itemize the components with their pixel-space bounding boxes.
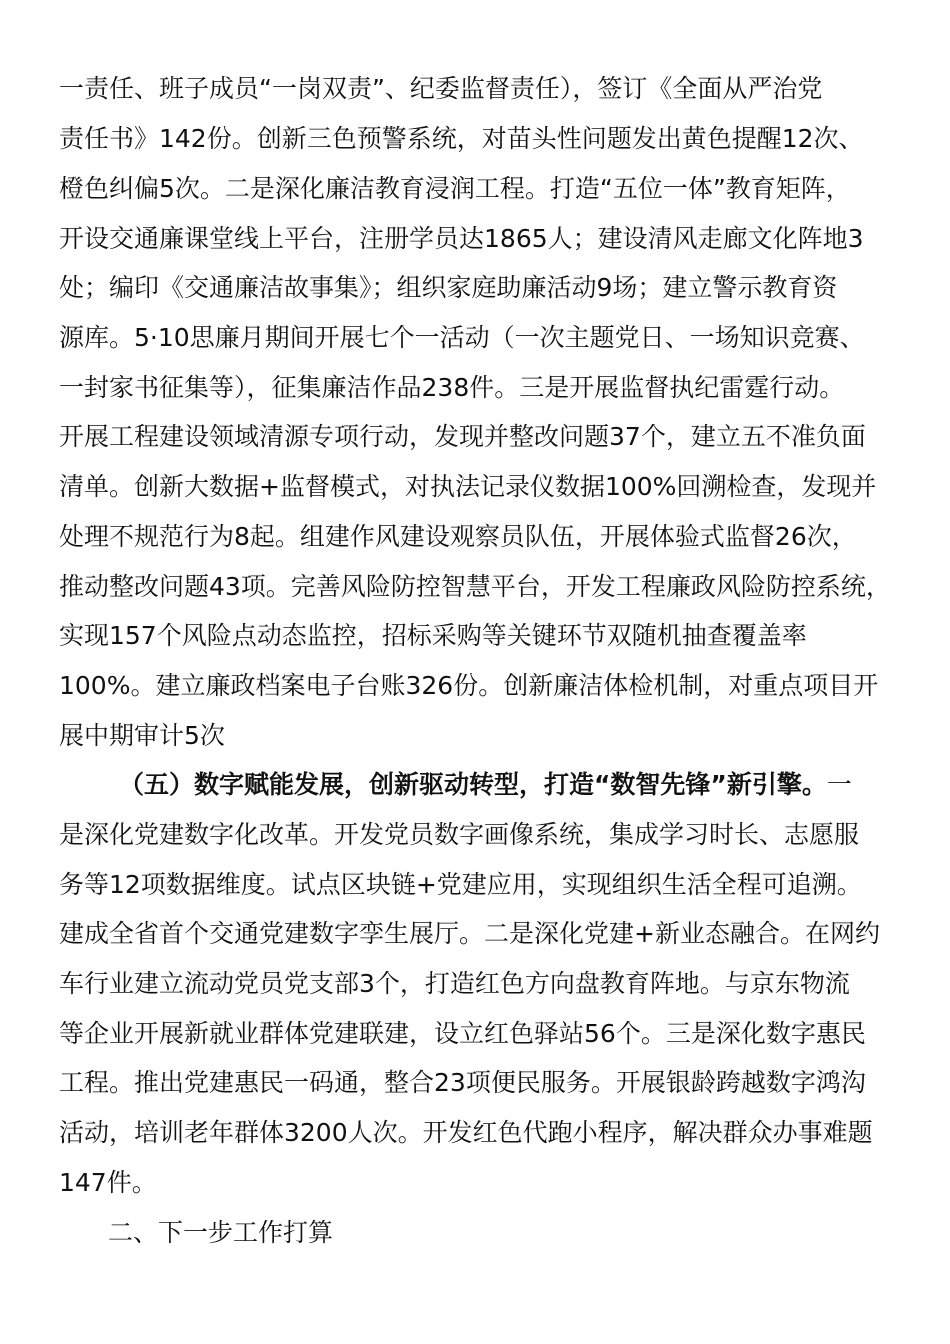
paragraph-line: 活动，培训老年群体3200人次。开发红色代跑小程序，解决群众办事难题	[59, 1118, 873, 1147]
paragraph-line: 工程。推出党建惠民一码通，整合23项便民服务。开展银龄跨越数字鸿沟	[59, 1068, 866, 1097]
paragraph-line: 展中期审计5次	[59, 721, 225, 750]
paragraph-line: 责任书》142份。创新三色预警系统，对苗头性问题发出黄色提醒12次、	[59, 124, 864, 153]
paragraph-line: 是深化党建数字化改革。开发党员数字画像系统，集成学习时长、志愿服	[59, 820, 860, 849]
paragraph-line: 一责任、班子成员“一岗双责”、纪委监督责任），签订《全面从严治党	[59, 74, 823, 103]
paragraph-line: 100%。建立廉政档案电子台账326份。创新廉洁体检机制，对重点项目开	[59, 671, 879, 700]
paragraph-line: 开展工程建设领域清源专项行动，发现并整改问题37个，建立五不准负面	[59, 422, 866, 451]
paragraph-line: 等企业开展新就业群体党建联建，设立红色驿站56个。三是深化数字惠民	[59, 1019, 866, 1048]
next-steps-heading: 二、下一步工作打算	[108, 1218, 334, 1247]
paragraph-line: 处理不规范行为8起。组建作风建设观察员队伍，开展体验式监督26次，	[59, 522, 857, 551]
paragraph-line: 建成全省首个交通党建数字孪生展厅。二是深化党建+新业态融合。在网约	[59, 919, 880, 948]
paragraph-line: 推动整改问题43项。完善风险防控智慧平台，开发工程廉政风险防控系统，	[59, 572, 891, 601]
section-heading-tail: 一	[826, 770, 852, 799]
paragraph-line: 147件。	[59, 1168, 157, 1197]
paragraph-line: 处；编印《交通廉洁故事集》；组织家庭助廉活动9场；建立警示教育资	[59, 273, 838, 302]
paragraph-line: 务等12项数据维度。试点区块链+党建应用，实现组织生活全程可追溯。	[59, 870, 862, 899]
section-heading-line	[119, 768, 910, 802]
paragraph-line: 开设交通廉课堂线上平台，注册学员达1865人；建设清风走廊文化阵地3	[59, 224, 864, 253]
paragraph-line: 清单。创新大数据+监督模式，对执法记录仪数据100%回溯检查，发现并	[59, 472, 877, 501]
section-heading: （五）数字赋能发展，创新驱动转型，打造“数智先锋”新引擎。	[119, 770, 827, 799]
paragraph-line: 橙色纠偏5次。二是深化廉洁教育浸润工程。打造“五位一体”教育矩阵，	[59, 174, 851, 203]
paragraph-line: 车行业建立流动党员党支部3个，打造红色方向盘教育阵地。与京东物流	[59, 969, 850, 998]
paragraph-line: 实现157个风险点动态监控，招标采购等关键环节双随机抽查覆盖率	[59, 621, 807, 650]
paragraph-line: 源库。5·10思廉月期间开展七个一活动（一次主题党日、一场知识竞赛、	[59, 323, 865, 352]
paragraph-line: 一封家书征集等），征集廉洁作品238件。三是开展监督执纪雷霆行动。	[59, 373, 845, 402]
